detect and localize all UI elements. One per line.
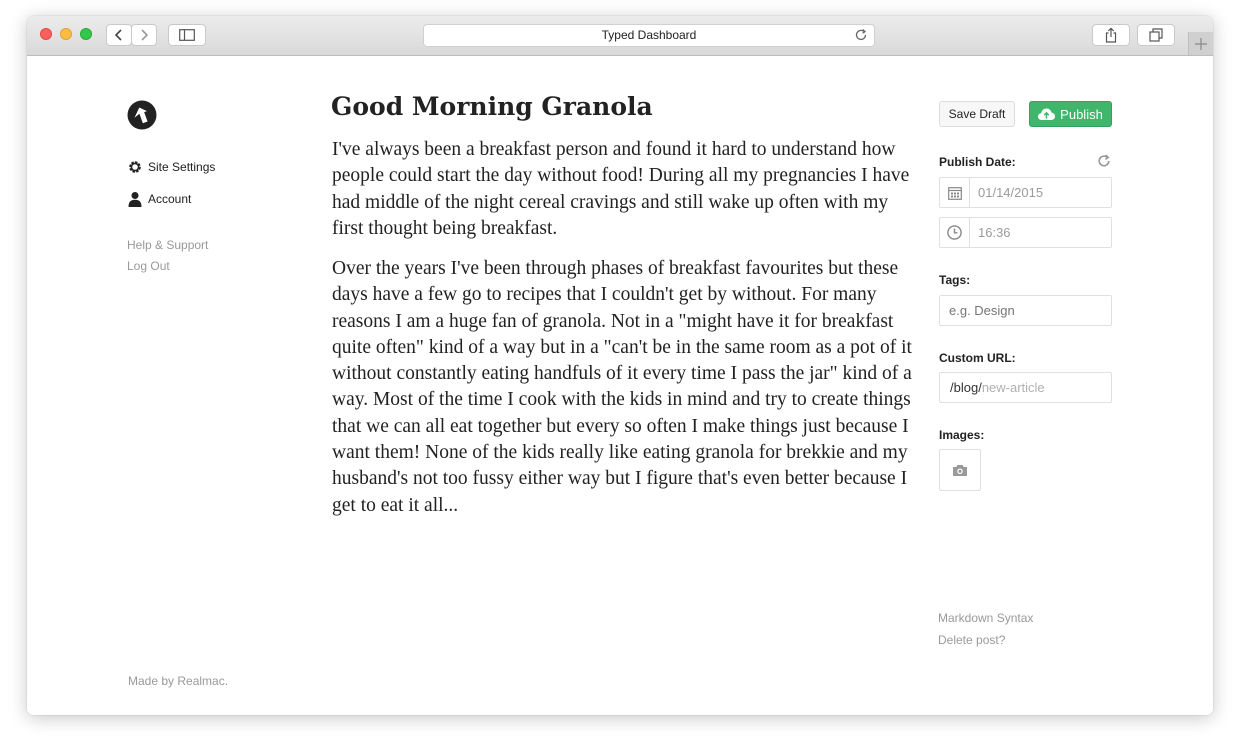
share-button[interactable] — [1092, 24, 1130, 46]
publish-time-field[interactable] — [939, 217, 1112, 248]
log-out-link[interactable]: Log Out — [127, 259, 170, 273]
minimize-window-button[interactable] — [60, 28, 72, 40]
new-tab-button[interactable] — [1188, 32, 1213, 55]
calendar-icon-cell — [940, 178, 970, 207]
url-prefix: /blog/ — [950, 380, 982, 395]
back-button[interactable] — [106, 24, 132, 46]
sidebar-item-label: Site Settings — [148, 160, 216, 174]
custom-url-label: Custom URL: — [939, 351, 1016, 365]
publish-date-field[interactable] — [939, 177, 1112, 208]
url-slug-placeholder[interactable]: new-article — [981, 380, 1045, 395]
tags-field[interactable] — [939, 295, 1112, 326]
sidebar-icon — [179, 29, 195, 41]
gear-icon — [127, 159, 143, 175]
markdown-syntax-link[interactable]: Markdown Syntax — [938, 611, 1034, 625]
refresh-icon[interactable] — [1097, 154, 1111, 168]
sidebar-item-label: Account — [148, 192, 192, 206]
publish-date-value: 01/14/2015 — [978, 185, 1044, 200]
images-label: Images: — [939, 428, 985, 442]
cloud-upload-icon — [1038, 108, 1055, 120]
page-title: Typed Dashboard — [601, 28, 697, 42]
add-image-button[interactable] — [939, 449, 981, 491]
sidebar-item-account[interactable] — [127, 191, 191, 207]
chevron-right-icon — [139, 28, 149, 42]
address-bar[interactable] — [423, 24, 875, 47]
delete-post-link[interactable]: Delete post? — [938, 633, 1006, 647]
chevron-left-icon — [114, 28, 124, 42]
publish-label: Publish — [1060, 106, 1103, 122]
browser-toolbar — [27, 16, 1213, 56]
calendar-icon — [948, 186, 962, 200]
article-paragraph[interactable]: Over the years I've been through phases of breakfast favourites but these days have a few go to recipes that I couldn't get by without. For many reasons I am a huge fan of granola. Not in a "might have it for breakfast quite often" kind of a way but in a "can't be in the same room as a pot of it without constantly eating handfuls of it every time I pass the jar" kind of a way. Most of the time I cook with the kids in mind and try to create things that we can all eat together but every so often I make things just because I want them! None of the kids really like eating granola for brekkie and my husband's not too fussy either way but I figure that's even better because I get to eat it all... — [332, 258, 912, 516]
publish-date-label: Publish Date: — [939, 155, 1016, 169]
article-paragraph[interactable]: I've always been a breakfast person and found it hard to understand how people could start the day without food! During all my pregnancies I have had middle of the night cereal cravings and still wake up often with my first thought being breakfast. — [332, 139, 910, 239]
custom-url-field[interactable] — [939, 372, 1112, 403]
reload-icon[interactable] — [854, 28, 868, 42]
help-support-link[interactable]: Help & Support — [127, 238, 209, 252]
tabs-overview-button[interactable] — [1137, 24, 1175, 46]
publish-time-value: 16:36 — [978, 225, 1011, 240]
user-icon — [127, 191, 143, 207]
sidebar-toggle-button[interactable] — [168, 24, 206, 46]
clock-icon-cell — [940, 218, 970, 247]
typed-logo-icon[interactable] — [127, 100, 157, 130]
clock-icon — [947, 225, 962, 240]
camera-icon — [952, 464, 968, 477]
tabs-icon — [1149, 28, 1163, 42]
plus-icon — [1195, 38, 1207, 50]
tags-label: Tags: — [939, 273, 971, 287]
browser-window — [27, 16, 1213, 715]
publish-button[interactable] — [1029, 101, 1112, 127]
close-window-button[interactable] — [40, 28, 52, 40]
tags-input[interactable] — [940, 303, 1111, 318]
forward-button[interactable] — [131, 24, 157, 46]
save-draft-button[interactable]: Save Draft — [939, 101, 1015, 127]
made-by-footer: Made by Realmac. — [128, 674, 229, 688]
share-icon — [1104, 27, 1118, 43]
sidebar-item-site-settings[interactable] — [127, 159, 215, 175]
zoom-window-button[interactable] — [80, 28, 92, 40]
article-title[interactable]: Good Morning Granola — [331, 92, 653, 121]
